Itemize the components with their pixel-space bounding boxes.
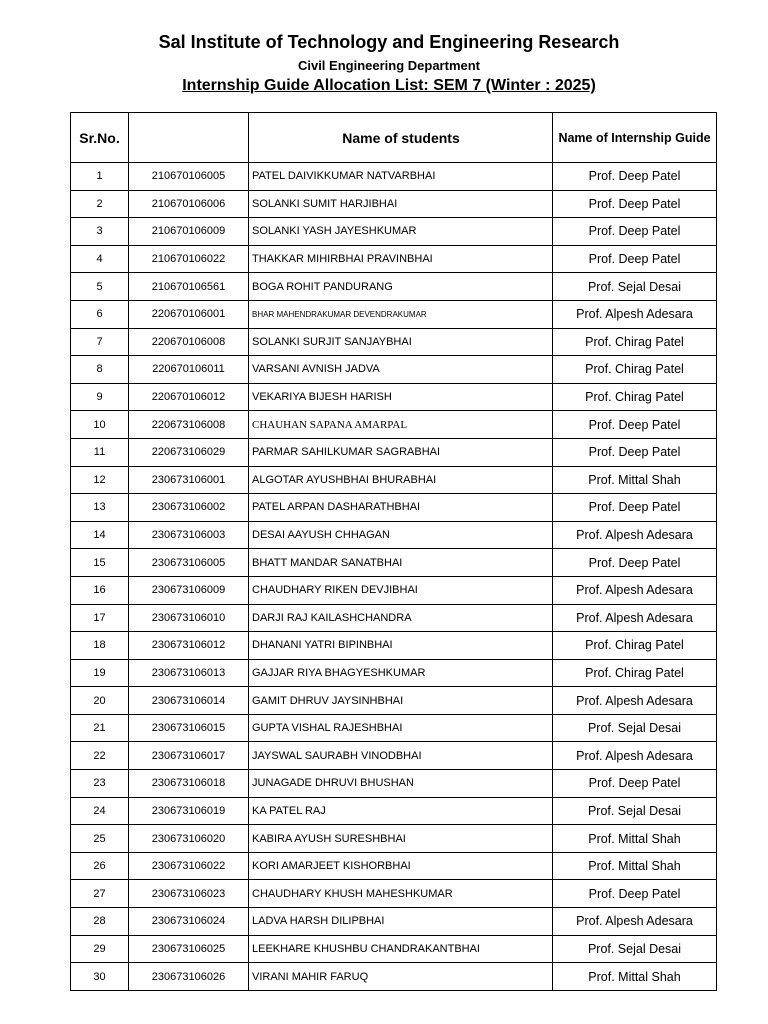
table-row [71, 438, 717, 466]
row-student-name: GAJJAR RIYA BHAGYESHKUMAR [249, 659, 553, 687]
row-enrollment: 230673106026 [129, 963, 249, 991]
table-row [71, 328, 717, 356]
table-row [71, 825, 717, 853]
table-body [71, 163, 717, 991]
row-srno: 8 [71, 356, 129, 384]
row-srno: 9 [71, 383, 129, 411]
row-srno: 23 [71, 770, 129, 798]
row-guide: Prof. Chirag Patel [553, 659, 717, 687]
table-row [71, 604, 717, 632]
row-guide: Prof. Mittal Shah [553, 852, 717, 880]
row-srno: 27 [71, 880, 129, 908]
row-student-name: DHANANI YATRI BIPINBHAI [249, 632, 553, 660]
row-guide: Prof. Deep Patel [553, 190, 717, 218]
row-srno: 15 [71, 549, 129, 577]
row-guide: Prof. Chirag Patel [553, 383, 717, 411]
row-student-name: GAMIT DHRUV JAYSINHBHAI [249, 687, 553, 715]
row-srno: 1 [71, 163, 129, 191]
row-srno: 22 [71, 742, 129, 770]
row-srno: 16 [71, 576, 129, 604]
row-student-name: SOLANKI SUMIT HARJIBHAI [249, 190, 553, 218]
row-student-name: DESAI AAYUSH CHHAGAN [249, 521, 553, 549]
row-srno: 29 [71, 935, 129, 963]
row-srno: 14 [71, 521, 129, 549]
row-enrollment: 230673106019 [129, 797, 249, 825]
table-row [71, 273, 717, 301]
row-srno: 6 [71, 300, 129, 328]
row-enrollment: 230673106009 [129, 576, 249, 604]
row-srno: 24 [71, 797, 129, 825]
row-guide: Prof. Alpesh Adesara [553, 687, 717, 715]
row-enrollment: 220670106011 [129, 356, 249, 384]
table-row [71, 163, 717, 191]
row-srno: 20 [71, 687, 129, 715]
row-student-name: PARMAR SAHILKUMAR SAGRABHAI [249, 438, 553, 466]
table-row [71, 549, 717, 577]
row-guide: Prof. Mittal Shah [553, 963, 717, 991]
table-row [71, 908, 717, 936]
row-guide: Prof. Alpesh Adesara [553, 908, 717, 936]
table-row [71, 852, 717, 880]
table-row [71, 742, 717, 770]
table-row [71, 300, 717, 328]
table-row [71, 880, 717, 908]
row-srno: 2 [71, 190, 129, 218]
row-enrollment: 230673106022 [129, 852, 249, 880]
row-student-name: KORI AMARJEET KISHORBHAI [249, 852, 553, 880]
allocation-table [70, 112, 717, 991]
row-enrollment: 210670106561 [129, 273, 249, 301]
row-enrollment: 230673106018 [129, 770, 249, 798]
row-guide: Prof. Sejal Desai [553, 714, 717, 742]
row-enrollment: 230673106025 [129, 935, 249, 963]
row-enrollment: 230673106003 [129, 521, 249, 549]
row-student-name: BHATT MANDAR SANATBHAI [249, 549, 553, 577]
table-row [71, 190, 717, 218]
col-header-guide: Name of Internship Guide [553, 113, 717, 163]
row-enrollment: 230673106010 [129, 604, 249, 632]
table-row [71, 356, 717, 384]
row-student-name: ALGOTAR AYUSHBHAI BHURABHAI [249, 466, 553, 494]
row-enrollment: 220670106012 [129, 383, 249, 411]
row-guide: Prof. Alpesh Adesara [553, 604, 717, 632]
col-header-srno: Sr.No. [71, 113, 129, 163]
row-guide: Prof. Deep Patel [553, 438, 717, 466]
row-enrollment: 220673106008 [129, 411, 249, 439]
table-row [71, 218, 717, 246]
row-guide: Prof. Deep Patel [553, 245, 717, 273]
row-enrollment: 230673106013 [129, 659, 249, 687]
row-enrollment: 210670106005 [129, 163, 249, 191]
row-student-name: CHAUHAN SAPANA AMARPAL [249, 411, 553, 439]
row-student-name: JAYSWAL SAURABH VINODBHAI [249, 742, 553, 770]
row-guide: Prof. Sejal Desai [553, 273, 717, 301]
row-enrollment: 230673106005 [129, 549, 249, 577]
table-row [71, 494, 717, 522]
row-enrollment: 210670106009 [129, 218, 249, 246]
row-student-name: LADVA HARSH DILIPBHAI [249, 908, 553, 936]
table-row [71, 963, 717, 991]
row-srno: 19 [71, 659, 129, 687]
row-student-name: CHAUDHARY RIKEN DEVJIBHAI [249, 576, 553, 604]
row-guide: Prof. Deep Patel [553, 494, 717, 522]
row-guide: Prof. Deep Patel [553, 549, 717, 577]
row-srno: 7 [71, 328, 129, 356]
row-guide: Prof. Deep Patel [553, 880, 717, 908]
row-guide: Prof. Deep Patel [553, 218, 717, 246]
row-enrollment: 230673106002 [129, 494, 249, 522]
row-student-name: PATEL DAIVIKKUMAR NATVARBHAI [249, 163, 553, 191]
table-row [71, 383, 717, 411]
row-student-name: KABIRA AYUSH SURESHBHAI [249, 825, 553, 853]
row-srno: 5 [71, 273, 129, 301]
row-enrollment: 230673106023 [129, 880, 249, 908]
department-title: Civil Engineering Department [297, 58, 481, 73]
row-enrollment: 220673106029 [129, 438, 249, 466]
table-row [71, 659, 717, 687]
row-student-name: PATEL ARPAN DASHARATHBHAI [249, 494, 553, 522]
row-student-name: BOGA ROHIT PANDURANG [249, 273, 553, 301]
row-guide: Prof. Alpesh Adesara [553, 576, 717, 604]
row-student-name: KA PATEL RAJ [249, 797, 553, 825]
row-srno: 12 [71, 466, 129, 494]
col-header-enrollment [129, 113, 249, 163]
row-guide: Prof. Deep Patel [553, 163, 717, 191]
row-srno: 30 [71, 963, 129, 991]
row-enrollment: 210670106022 [129, 245, 249, 273]
table-row [71, 245, 717, 273]
table-row [71, 797, 717, 825]
row-srno: 18 [71, 632, 129, 660]
table-header-row [71, 113, 717, 163]
row-srno: 17 [71, 604, 129, 632]
row-guide: Prof. Alpesh Adesara [553, 742, 717, 770]
row-srno: 26 [71, 852, 129, 880]
row-enrollment: 230673106020 [129, 825, 249, 853]
table-row [71, 411, 717, 439]
row-student-name: LEEKHARE KHUSHBU CHANDRAKANTBHAI [249, 935, 553, 963]
table-row [71, 687, 717, 715]
row-student-name: GUPTA VISHAL RAJESHBHAI [249, 714, 553, 742]
row-enrollment: 230673106012 [129, 632, 249, 660]
row-srno: 3 [71, 218, 129, 246]
row-enrollment: 230673106014 [129, 687, 249, 715]
row-srno: 21 [71, 714, 129, 742]
list-title: Internship Guide Allocation List: SEM 7 (Winter : 2025) [182, 77, 596, 94]
row-student-name: CHAUDHARY KHUSH MAHESHKUMAR [249, 880, 553, 908]
row-enrollment: 220670106001 [129, 300, 249, 328]
row-guide: Prof. Chirag Patel [553, 356, 717, 384]
table-row [71, 466, 717, 494]
row-guide: Prof. Alpesh Adesara [553, 300, 717, 328]
table-row [71, 770, 717, 798]
row-guide: Prof. Chirag Patel [553, 632, 717, 660]
table-row [71, 632, 717, 660]
row-srno: 4 [71, 245, 129, 273]
row-enrollment: 230673106015 [129, 714, 249, 742]
row-enrollment: 220670106008 [129, 328, 249, 356]
row-guide: Prof. Mittal Shah [553, 825, 717, 853]
row-student-name: THAKKAR MIHIRBHAI PRAVINBHAI [249, 245, 553, 273]
institute-title: Sal Institute of Technology and Engineering Research [158, 32, 620, 52]
row-srno: 28 [71, 908, 129, 936]
row-student-name: VEKARIYA BIJESH HARISH [249, 383, 553, 411]
row-student-name: BHAR MAHENDRAKUMAR DEVENDRAKUMAR [249, 300, 553, 328]
row-guide: Prof. Chirag Patel [553, 328, 717, 356]
row-srno: 25 [71, 825, 129, 853]
table-row [71, 714, 717, 742]
row-srno: 13 [71, 494, 129, 522]
row-srno: 10 [71, 411, 129, 439]
row-srno: 11 [71, 438, 129, 466]
row-enrollment: 230673106024 [129, 908, 249, 936]
row-student-name: VARSANI AVNISH JADVA [249, 356, 553, 384]
col-header-student-name: Name of students [249, 113, 553, 163]
row-guide: Prof. Sejal Desai [553, 935, 717, 963]
row-guide: Prof. Sejal Desai [553, 797, 717, 825]
row-guide: Prof. Mittal Shah [553, 466, 717, 494]
row-enrollment: 230673106017 [129, 742, 249, 770]
row-guide: Prof. Alpesh Adesara [553, 521, 717, 549]
table-row [71, 935, 717, 963]
row-enrollment: 230673106001 [129, 466, 249, 494]
table-row [71, 521, 717, 549]
row-student-name: SOLANKI YASH JAYESHKUMAR [249, 218, 553, 246]
table-row [71, 576, 717, 604]
row-enrollment: 210670106006 [129, 190, 249, 218]
row-student-name: DARJI RAJ KAILASHCHANDRA [249, 604, 553, 632]
row-student-name: JUNAGADE DHRUVI BHUSHAN [249, 770, 553, 798]
row-guide: Prof. Deep Patel [553, 411, 717, 439]
row-guide: Prof. Deep Patel [553, 770, 717, 798]
row-student-name: SOLANKI SURJIT SANJAYBHAI [249, 328, 553, 356]
row-student-name: VIRANI MAHIR FARUQ [249, 963, 553, 991]
